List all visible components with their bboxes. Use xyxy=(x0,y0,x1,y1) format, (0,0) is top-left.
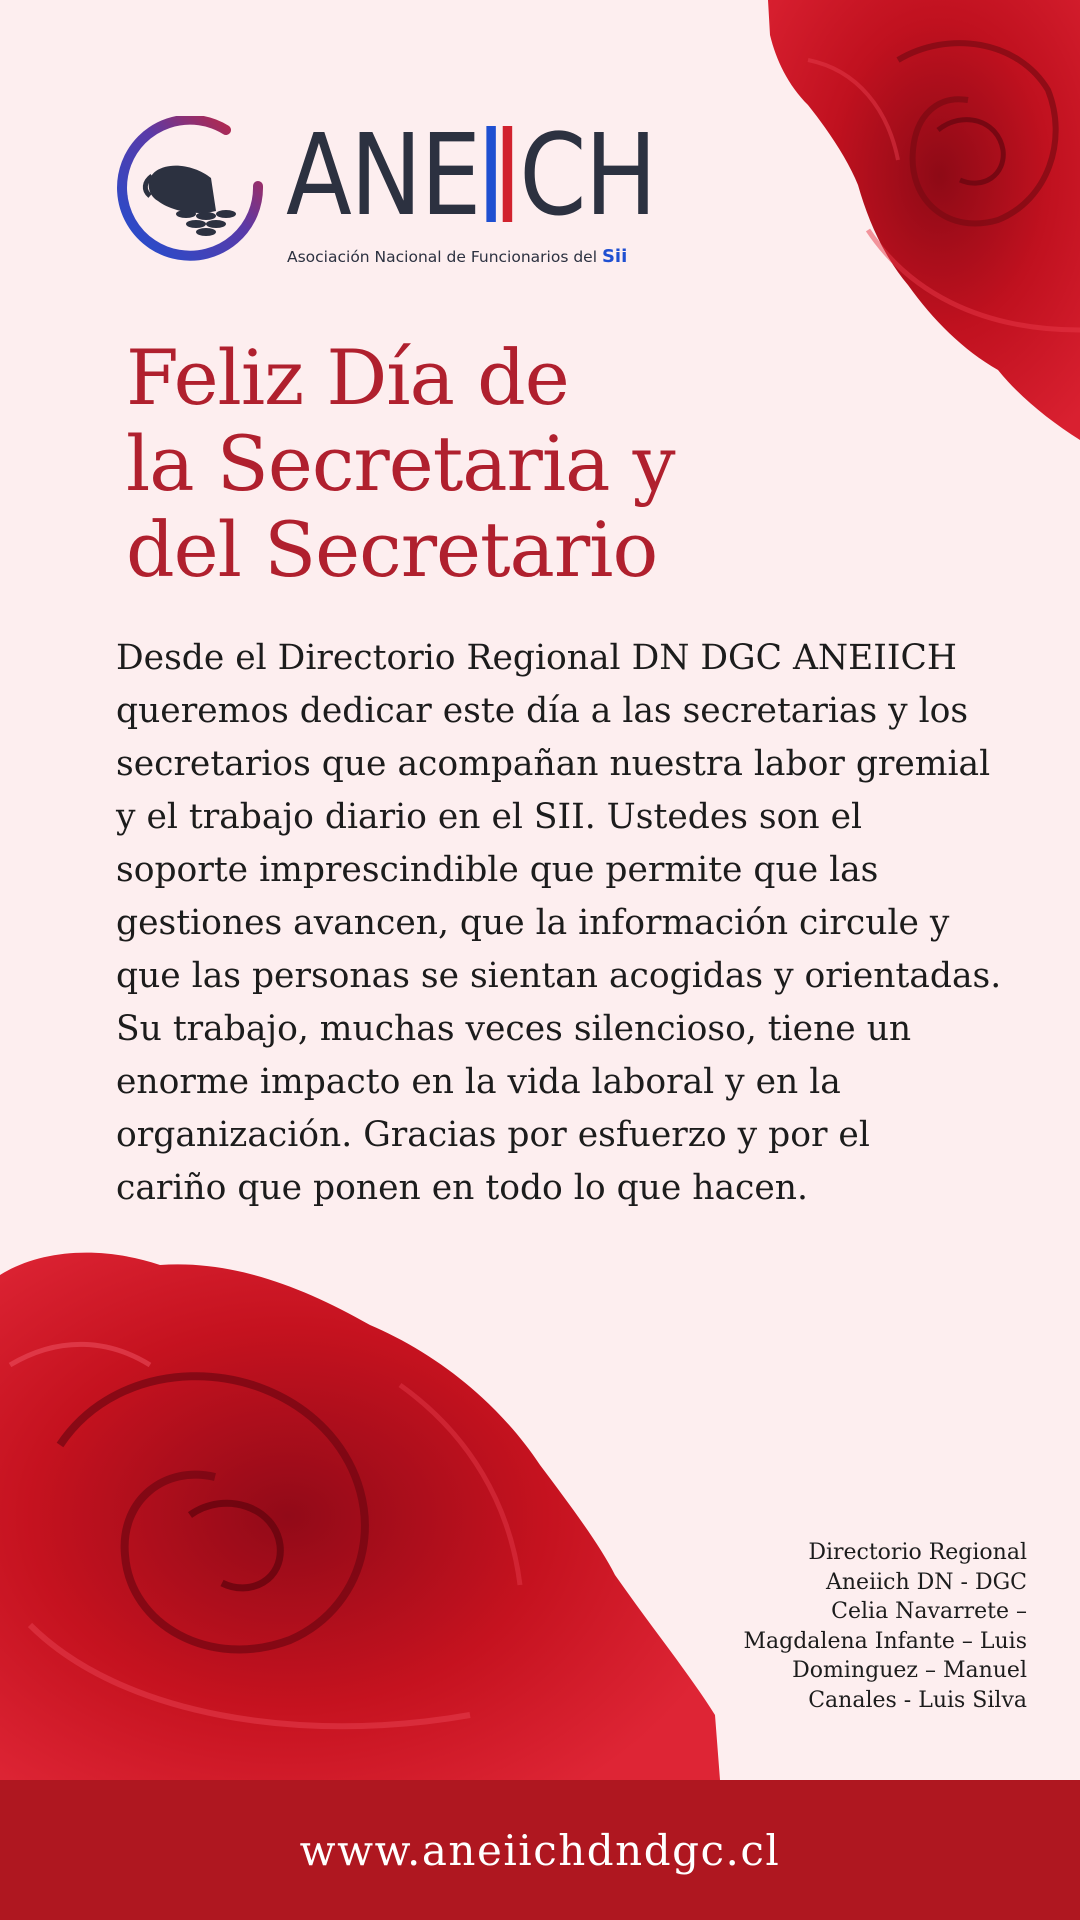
title-line: Feliz Día de xyxy=(126,333,569,422)
title-line: del Secretario xyxy=(126,505,658,594)
body-line: soporte imprescindible que permite que las xyxy=(116,850,879,890)
logo-red-bar xyxy=(503,126,512,222)
body-line: cariño que ponen en todo lo que hacen. xyxy=(116,1168,808,1208)
logo-subtitle xyxy=(287,246,627,267)
greeting-title xyxy=(126,335,746,593)
signature-line: Dominguez – Manuel xyxy=(792,1658,1027,1683)
signature-block xyxy=(744,1538,1028,1715)
body-line: organización. Gracias por esfuerzo y por el xyxy=(116,1115,870,1155)
logo-wordmark xyxy=(286,111,656,241)
logo-blue-bar xyxy=(487,126,496,222)
signature-line: Magdalena Infante – Luis xyxy=(743,1628,1027,1654)
logo-word-right: CH xyxy=(519,111,656,241)
message-body xyxy=(116,632,1002,1215)
signature-line: Directorio Regional xyxy=(808,1540,1027,1565)
rose-top-image xyxy=(748,0,1080,440)
rose-bottom-image xyxy=(0,1245,720,1780)
body-line: Desde el Directorio Regional DN DGC ANEIICH xyxy=(116,638,957,678)
body-line: secretarios que acompañan nuestra labor gremial xyxy=(116,744,991,784)
cornucopia-icon xyxy=(116,116,266,271)
aneiich-logo xyxy=(116,111,656,276)
logo-word-left: ANE xyxy=(286,111,480,241)
footer-bar xyxy=(0,1780,1080,1920)
body-line: que las personas se sientan acogidas y orientadas. xyxy=(116,956,1002,996)
website-link[interactable]: www.aneiichdndgc.cl xyxy=(299,1825,781,1875)
body-line: enorme impacto en la vida laboral y en la xyxy=(116,1062,841,1102)
logo-bars xyxy=(487,126,513,222)
body-line: gestiones avancen, que la información circule y xyxy=(116,903,950,943)
body-line: Su trabajo, muchas veces silencioso, tiene un xyxy=(116,1009,912,1049)
body-line: queremos dedicar este día a las secretarias y los xyxy=(116,691,969,731)
signature-line: Aneiich DN - DGC xyxy=(826,1569,1027,1595)
logo-subtitle-brand: Sii xyxy=(601,246,628,267)
signature-line: Celia Navarrete – xyxy=(831,1599,1027,1624)
title-line: la Secretaria y xyxy=(126,419,675,508)
logo-subtitle-text: Asociación Nacional de Funcionarios del xyxy=(287,248,598,266)
signature-line: Canales - Luis Silva xyxy=(808,1687,1027,1713)
body-line: y el trabajo diario en el SII. Ustedes son el xyxy=(116,797,863,837)
